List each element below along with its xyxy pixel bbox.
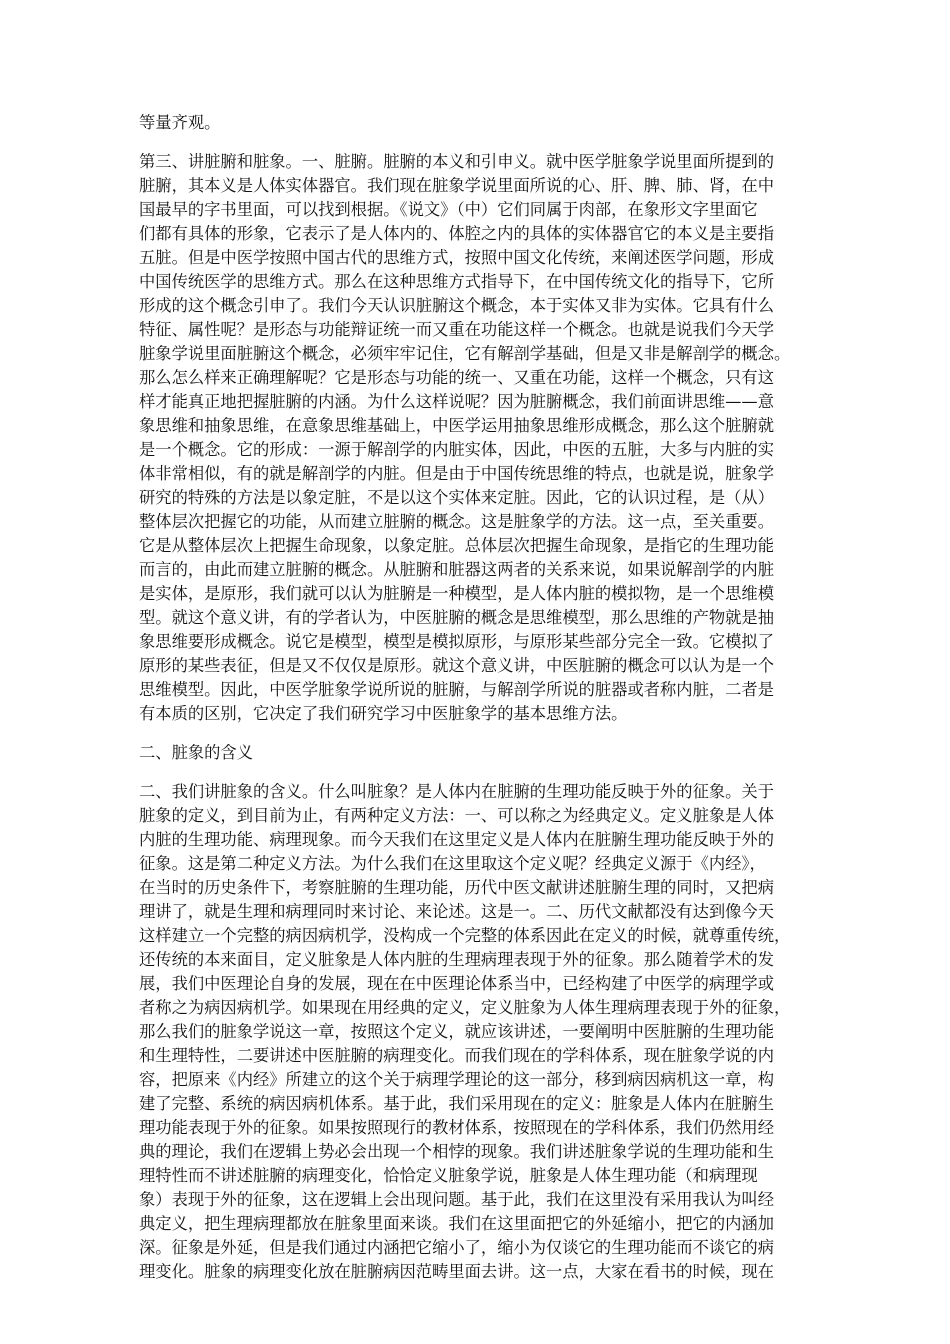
text-line: 有本质的区别，它决定了我们研究学习中医脏象学的基本思维方法。 (139, 704, 628, 723)
text-line: 脏象学说里面脏腑这个概念，必须牢牢记住，它有解剖学基础，但是又非是解剖学的概念。 (139, 344, 791, 363)
text-line: 典的理论，我们在逻辑上势必会出现一个相悖的现象。我们讲述脏象学说的生理功能和生 (139, 1142, 774, 1161)
text-line: 那么怎么样来正确理解呢？它是形态与功能的统一、又重在功能，这样一个概念，只有这 (139, 368, 774, 387)
text-line: 理功能表现于外的征象。如果按照现行的教材体系，按照现在的学科体系，我们仍然用经 (139, 1118, 774, 1137)
text-line: 深。征象是外延，但是我们通过内涵把它缩小了，缩小为仅谈它的生理功能而不谈它的病 (139, 1238, 774, 1257)
text-line: 还传统的本来面目，定义脏象是人体内脏的生理病理表现于外的征象。那么随着学术的发 (139, 950, 774, 969)
text-line: 象思维和抽象思维，在意象思维基础上，中医学运用抽象思维形成概念，那么这个脏腑就 (139, 416, 774, 435)
section-heading: 二、脏象的含义 (139, 743, 253, 762)
text-line: 第三、讲脏腑和脏象。一、脏腑。脏腑的本义和引申义。就中医学脏象学说里面所提到的 (139, 152, 774, 171)
text-line: 理讲了，就是生理和病理同时来讨论、来论述。这是一。二、历代文献都没有达到像今天 (139, 902, 774, 921)
text-line: 脏腑，其本义是人体实体器官。我们现在脏象学说里面所说的心、肝、脾、肺、肾，在中 (139, 176, 774, 195)
text-line: 理变化。脏象的病理变化放在脏腑病因范畴里面去讲。这一点，大家在看书的时候，现在 (139, 1262, 774, 1281)
text-line: 思维模型。因此，中医学脏象学说所说的脏腑，与解剖学所说的脏器或者称内脏，二者是 (139, 680, 774, 699)
text-line: 原形的某些表征，但是又不仅仅是原形。就这个意义讲，中医脏腑的概念可以认为是一个 (139, 656, 774, 675)
text-line: 整体层次把握它的功能，从而建立脏腑的概念。这是脏象学的方法。这一点，至关重要。 (139, 512, 774, 531)
text-line: 这样建立一个完整的病因病机学，没构成一个完整的体系因此在定义的时候，就尊重传统， (139, 926, 791, 945)
text-line: 中国传统医学的思维方式。那么在这种思维方式指导下，在中国传统文化的指导下，它所 (139, 272, 774, 291)
text-line: 象）表现于外的征象，这在逻辑上会出现问题。基于此，我们在这里没有采用我认为叫经 (139, 1190, 774, 1209)
text-line: 二、我们讲脏象的含义。什么叫脏象？是人体内在脏腑的生理功能反映于外的征象。关于 (139, 782, 774, 801)
text-line: 它是从整体层次上把握生命现象，以象定脏。总体层次把握生命现象，是指它的生理功能 (139, 536, 774, 555)
text-line: 国最早的字书里面，可以找到根据。《说文》（中）它们同属于肉部，在象形文字里面它 (139, 200, 758, 219)
text-line: 内脏的生理功能、病理现象。而今天我们在这里定义是人体内在脏腑生理功能反映于外的 (139, 830, 774, 849)
text-line: 容，把原来《内经》所建立的这个关于病理学理论的这一部分，移到病因病机这一章，构 (139, 1070, 774, 1089)
text-line: 特征、属性呢？是形态与功能辩证统一而又重在功能这样一个概念。也就是说我们今天学 (139, 320, 774, 339)
text-line: 展，我们中医理论自身的发展，现在在中医理论体系当中，已经构建了中医学的病理学或 (139, 974, 774, 993)
text-line: 和生理特性，二要讲述中医脏腑的病理变化。而我们现在的学科体系，现在脏象学说的内 (139, 1046, 774, 1065)
text-line: 是一个概念。它的形成：一源于解剖学的内脏实体，因此，中医的五脏，大多与内脏的实 (139, 440, 774, 459)
text-line: 那么我们的脏象学说这一章，按照这个定义，就应该讲述，一要阐明中医脏腑的生理功能 (139, 1022, 774, 1041)
text-line: 们都有具体的形象，它表示了是人体内的、体腔之内的具体的实体器官它的本义是主要指 (139, 224, 774, 243)
text-line: 征象。这是第二种定义方法。为什么我们在这里取这个定义呢？经典定义源于《内经》， (139, 854, 766, 873)
text-line: 典定义，把生理病理都放在脏象里面来谈。我们在这里面把它的外延缩小，把它的内涵加 (139, 1214, 774, 1233)
text-line: 者称之为病因病机学。如果现在用经典的定义，定义脏象为人体生理病理表现于外的征象， (139, 998, 791, 1017)
text-line: 在当时的历史条件下，考察脏腑的生理功能，历代中医文献讲述脏腑生理的同时，又把病 (139, 878, 774, 897)
text-line: 是实体，是原形，我们就可以认为脏腑是一种模型，是人体内脏的模拟物，是一个思维模 (139, 584, 774, 603)
text-line: 建了完整、系统的病因病机体系。基于此，我们采用现在的定义：脏象是人体内在脏腑生 (139, 1094, 774, 1113)
text-line: 等量齐观。 (139, 113, 221, 132)
text-line: 样才能真正地把握脏腑的内涵。为什么这样说呢？因为脏腑概念，我们前面讲思维——意 (139, 392, 774, 411)
text-line: 理特性而不讲述脏腑的病理变化，恰恰定义脏象学说，脏象是人体生理功能（和病理现 (139, 1166, 758, 1185)
text-line: 象思维要形成概念。说它是模型，模型是模拟原形，与原形某些部分完全一致。它模拟了 (139, 632, 774, 651)
text-line: 而言的，由此而建立脏腑的概念。从脏腑和脏器这两者的关系来说，如果说解剖学的内脏 (139, 560, 774, 579)
text-line: 研究的特殊的方法是以象定脏，不是以这个实体来定脏。因此，它的认识过程，是（从） (139, 488, 774, 507)
text-line: 五脏。但是中医学按照中国古代的思维方式，按照中国文化传统，来阐述医学问题，形成 (139, 248, 774, 267)
text-line: 体非常相似，有的就是解剖学的内脏。但是由于中国传统思维的特点，也就是说，脏象学 (139, 464, 774, 483)
text-line: 脏象的定义，到目前为止，有两种定义方法：一、可以称之为经典定义。定义脏象是人体 (139, 806, 774, 825)
text-line: 形成的这个概念引申了。我们今天认识脏腑这个概念，本于实体又非为实体。它具有什么 (139, 296, 774, 315)
text-line: 型。就这个意义讲，有的学者认为，中医脏腑的概念是思维模型，那么思维的产物就是抽 (139, 608, 774, 627)
